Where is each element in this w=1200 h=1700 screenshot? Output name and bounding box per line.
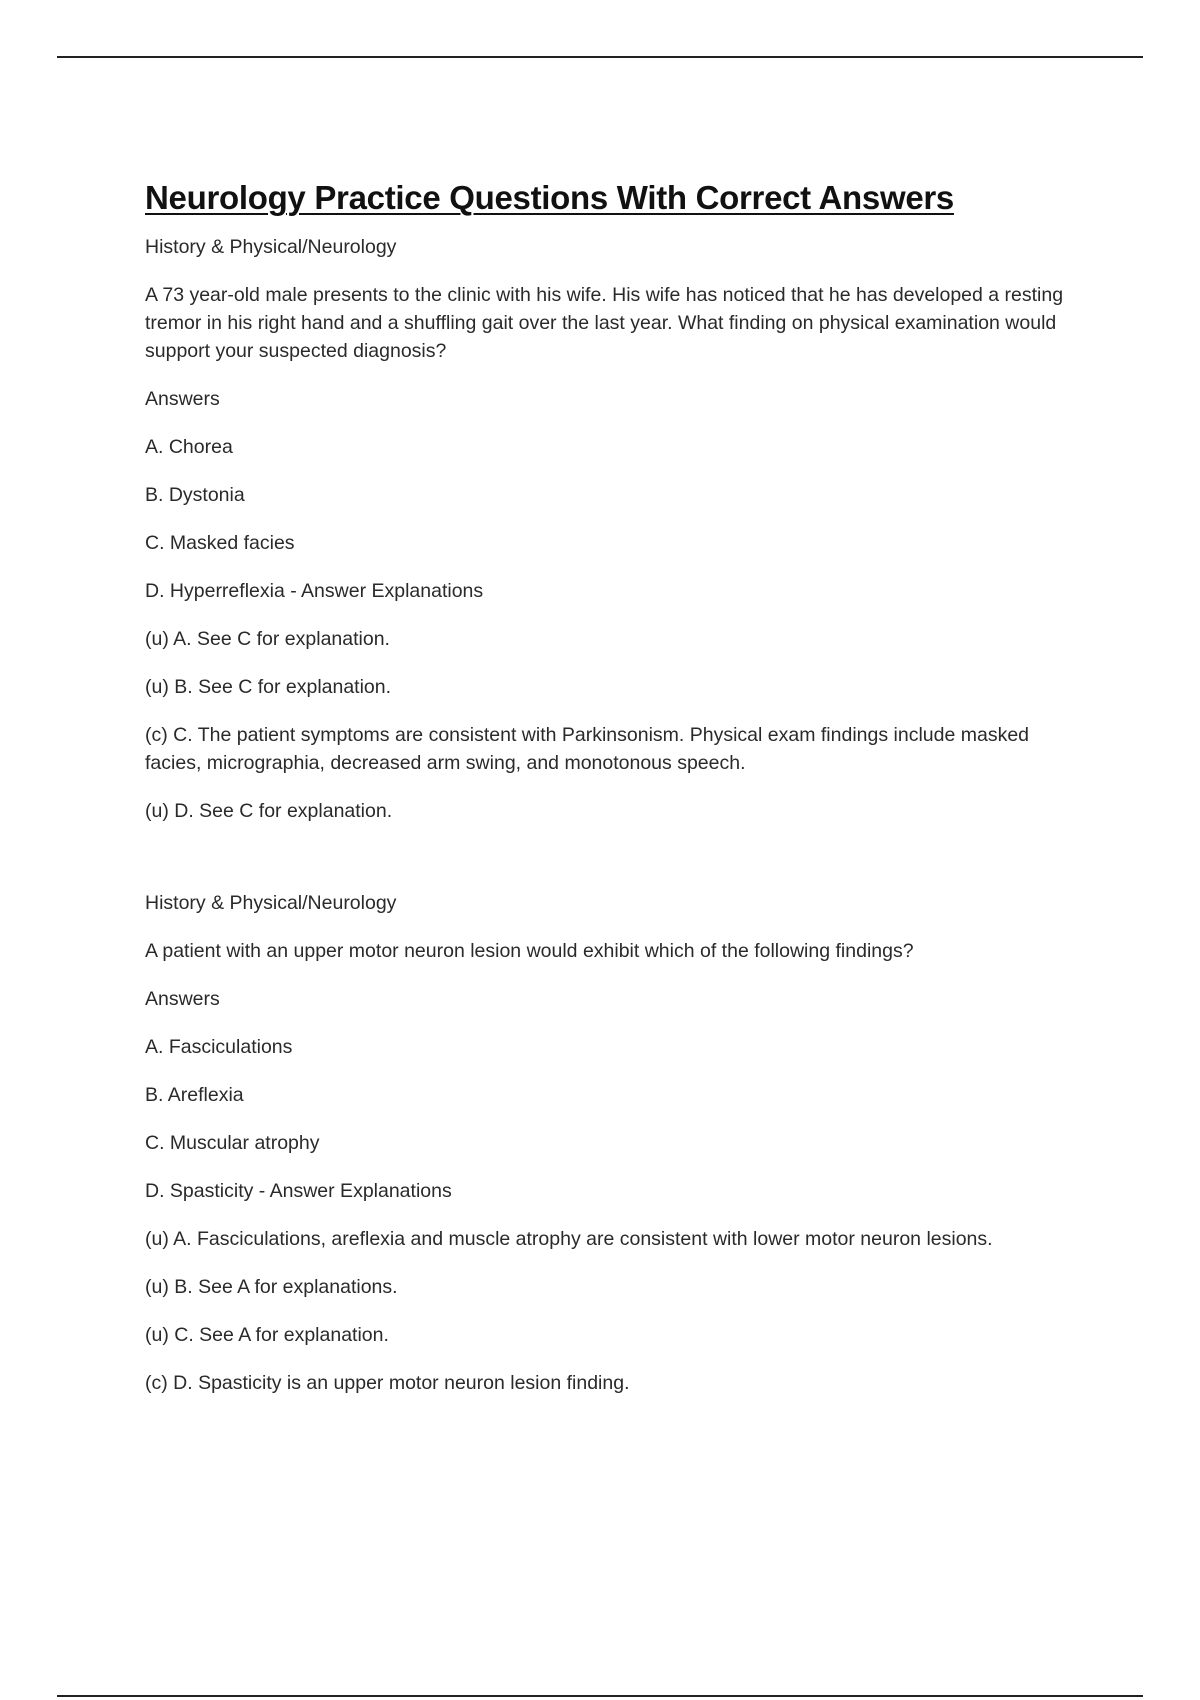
- question-text: A 73 year-old male presents to the clinic with his wife. His wife has noticed that he has developed a resting tremor in his right hand and a shuffling gait over the last year. What finding on physical examination would support your suspected diagnosis?: [145, 284, 1064, 362]
- answer-option-b: B. Areflexia: [145, 1084, 244, 1106]
- explanation-c: (c) C. The patient symptoms are consistent with Parkinsonism. Physical exam findings include masked facies, micrographia, decreased arm swing, and monotonous speech.: [145, 724, 1030, 774]
- answer-option-c: C. Masked facies: [145, 532, 295, 554]
- answers-label: Answers: [145, 388, 220, 410]
- document-body: [145, 178, 1065, 1417]
- explanation-b: (u) B. See C for explanation.: [145, 676, 392, 698]
- answers-label: Answers: [145, 988, 220, 1010]
- question-separator: [145, 845, 1065, 889]
- answer-option-a: A. Fasciculations: [145, 1036, 293, 1058]
- answer-option-c: C. Muscular atrophy: [145, 1132, 320, 1154]
- question-category: History & Physical/Neurology: [145, 892, 397, 914]
- explanation-a: (u) A. See C for explanation.: [145, 628, 390, 650]
- question-text: A patient with an upper motor neuron lesion would exhibit which of the following findings?: [145, 940, 914, 962]
- explanation-b: (u) B. See A for explanations.: [145, 1276, 398, 1298]
- answer-option-b: B. Dystonia: [145, 484, 245, 506]
- explanation-a: (u) A. Fasciculations, areflexia and muscle atrophy are consistent with lower motor neuron lesions.: [145, 1228, 993, 1250]
- question-block-2: [145, 889, 1065, 1397]
- explanation-d: (u) D. See C for explanation.: [145, 800, 393, 822]
- answer-option-d: D. Spasticity - Answer Explanations: [145, 1180, 452, 1202]
- question-block-1: [145, 233, 1065, 825]
- explanation-c: (u) C. See A for explanation.: [145, 1324, 389, 1346]
- document-title: Neurology Practice Questions With Correct Answers: [145, 179, 954, 216]
- header-rule: [57, 56, 1143, 58]
- answer-option-d: D. Hyperreflexia - Answer Explanations: [145, 580, 484, 602]
- answer-option-a: A. Chorea: [145, 436, 233, 458]
- explanation-d: (c) D. Spasticity is an upper motor neuron lesion finding.: [145, 1372, 630, 1394]
- footer-rule: [57, 1695, 1143, 1697]
- question-category: History & Physical/Neurology: [145, 236, 397, 258]
